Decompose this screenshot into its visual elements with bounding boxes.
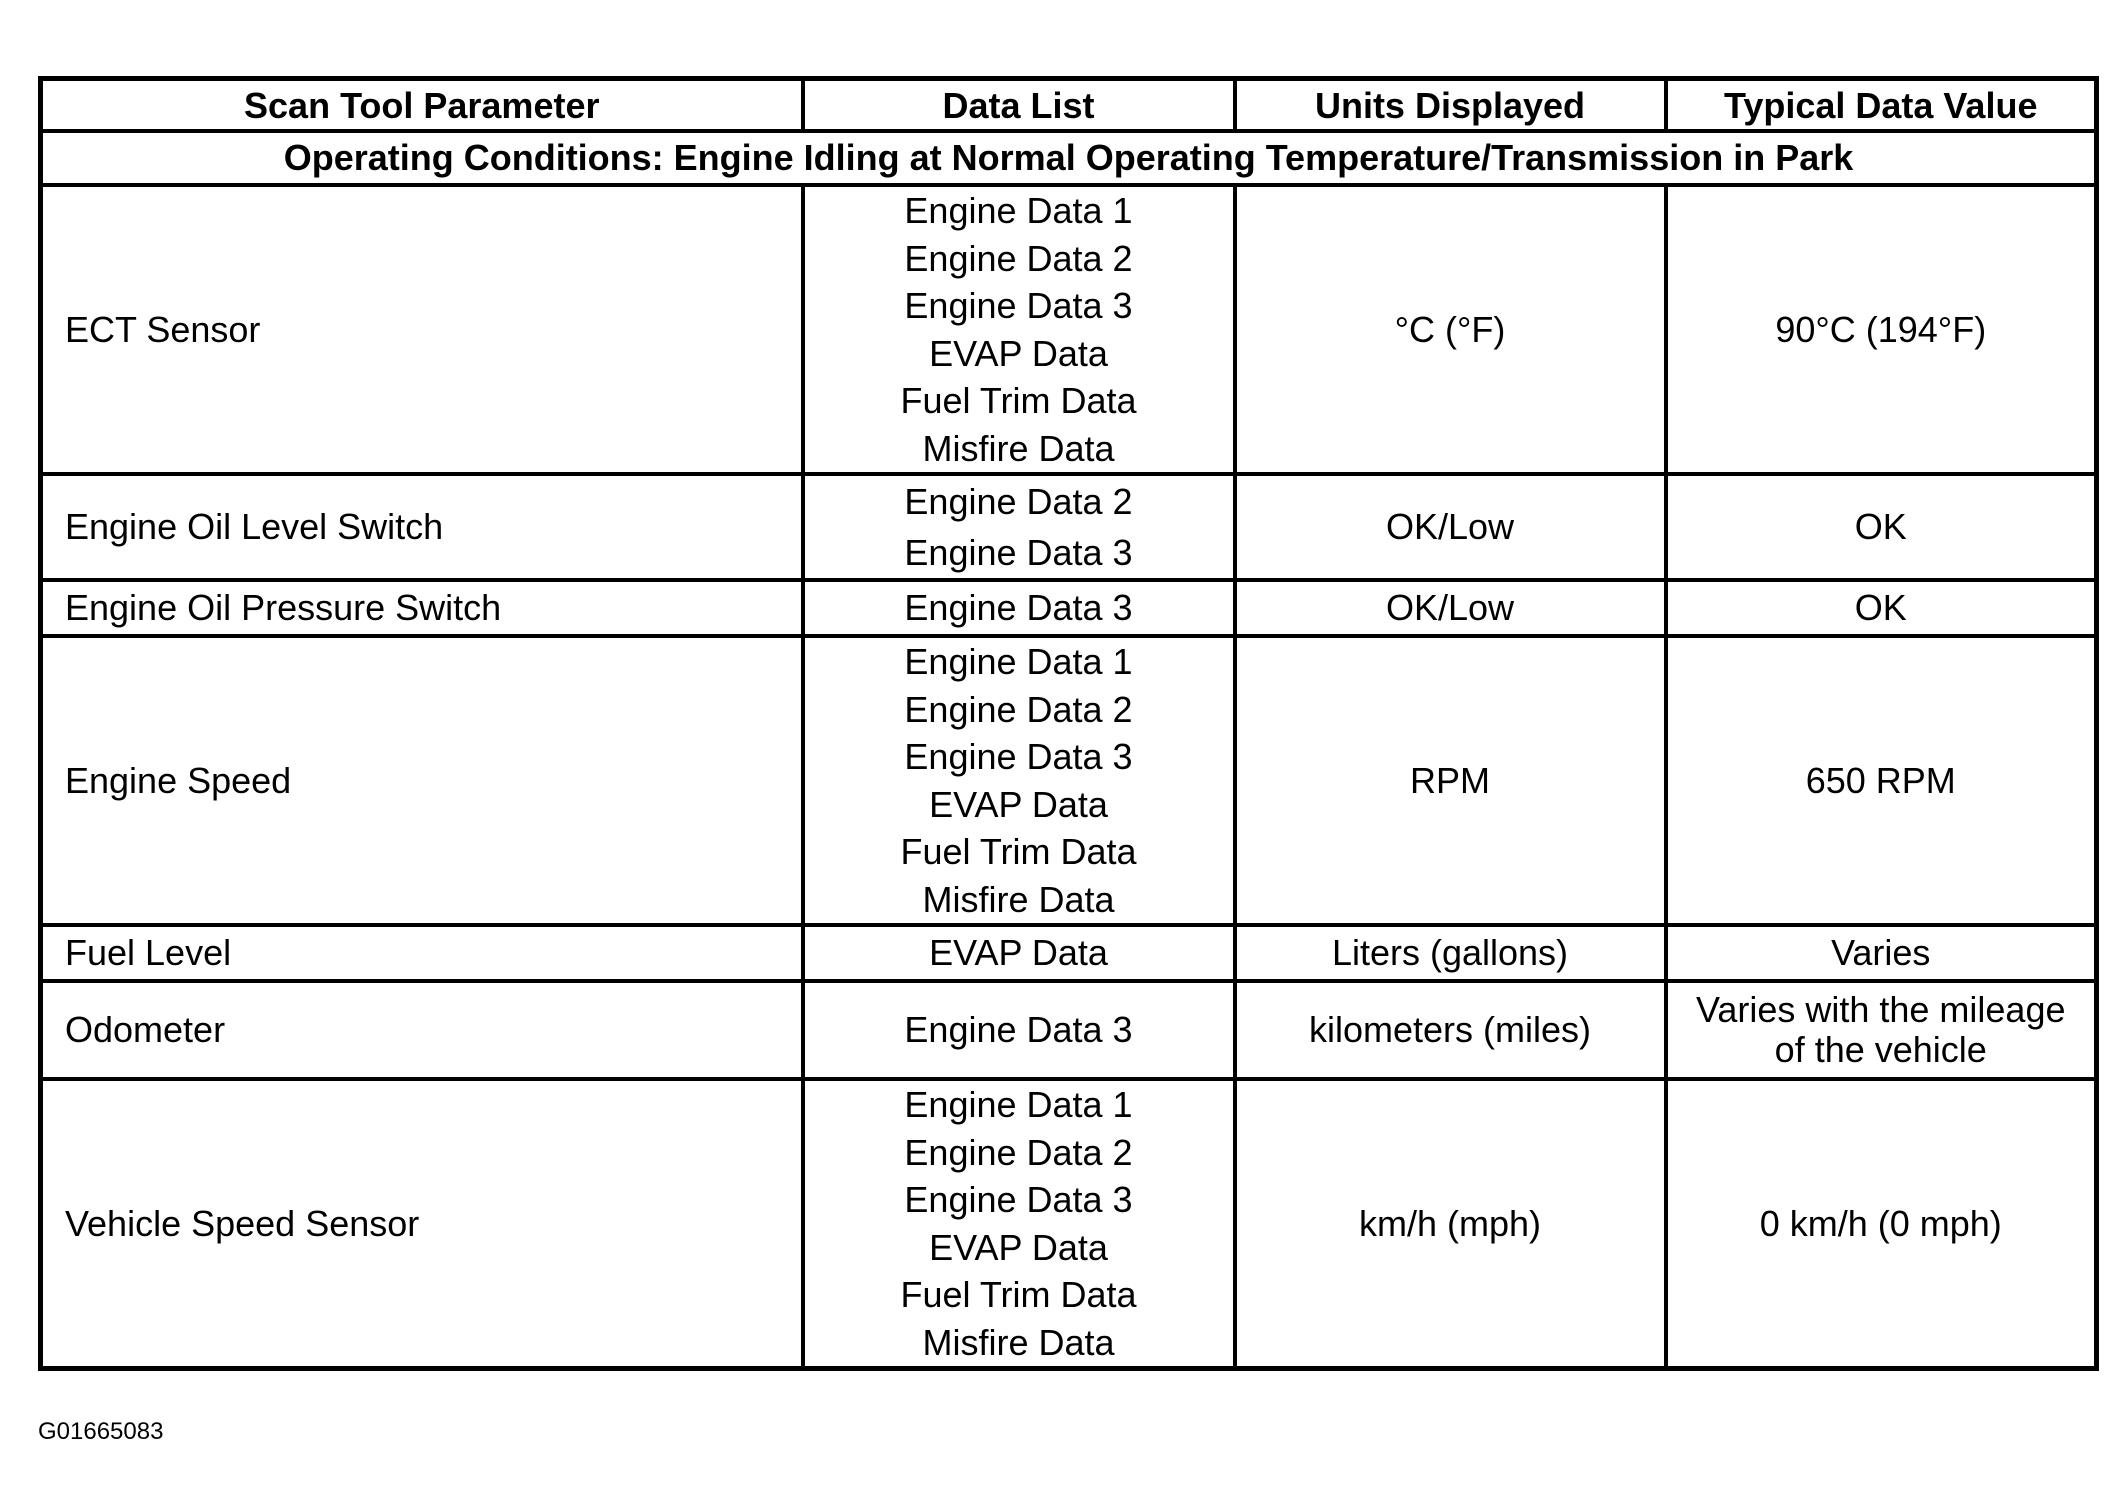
data-list-item: Misfire Data bbox=[922, 427, 1115, 469]
parameter-cell: Vehicle Speed Sensor bbox=[41, 1079, 803, 1369]
data-list-item: Engine Data 2 bbox=[904, 481, 1133, 522]
data-list-item: EVAP Data bbox=[929, 932, 1108, 973]
table-row bbox=[41, 1079, 2097, 1369]
data-list-item: Engine Data 3 bbox=[904, 1179, 1133, 1220]
data-list-item: Fuel Trim Data bbox=[900, 1274, 1137, 1315]
data-list-item: Engine Data 1 bbox=[904, 1084, 1133, 1125]
data-list-cell bbox=[803, 474, 1235, 580]
table-row bbox=[41, 474, 2097, 580]
typical-value-line: Varies with the mileage bbox=[1695, 989, 2066, 1030]
table-row bbox=[41, 185, 2097, 474]
data-list-item: Fuel Trim Data bbox=[900, 380, 1137, 421]
data-list-item: Misfire Data bbox=[922, 1321, 1115, 1363]
typical-value-cell bbox=[1666, 580, 2097, 636]
typical-value-cell bbox=[1666, 981, 2097, 1079]
data-list-cell bbox=[803, 636, 1235, 925]
units-cell: kilometers (miles) bbox=[1235, 981, 1666, 1079]
typical-value-cell bbox=[1666, 1079, 2097, 1369]
data-list-cell bbox=[803, 1079, 1235, 1369]
data-list-item: Engine Data 3 bbox=[904, 285, 1133, 326]
scan-tool-data-table bbox=[38, 76, 2099, 1371]
typical-value-text: OK bbox=[1854, 506, 1907, 547]
data-list-item: EVAP Data bbox=[929, 1226, 1108, 1268]
data-list-item: Engine Data 3 bbox=[904, 587, 1133, 628]
table-row bbox=[41, 925, 2097, 981]
typical-value-text: 650 RPM bbox=[1805, 759, 1956, 801]
operating-conditions-row bbox=[41, 131, 2097, 185]
typical-value-text: 90°C (194°F) bbox=[1775, 308, 1987, 350]
data-list-item: Engine Data 3 bbox=[904, 736, 1133, 777]
data-list-item: Engine Data 1 bbox=[904, 190, 1133, 231]
units-cell: RPM bbox=[1235, 636, 1666, 925]
units-cell: km/h (mph) bbox=[1235, 1079, 1666, 1369]
header-typical-data-value: Typical Data Value bbox=[1666, 79, 2097, 132]
header-data-list: Data List bbox=[803, 79, 1235, 132]
operating-conditions-text: Operating Conditions: Engine Idling at Normal Operating Temperature/Transmission in Park bbox=[41, 131, 2097, 185]
data-list-cell bbox=[803, 925, 1235, 981]
data-list-item: Engine Data 2 bbox=[904, 688, 1133, 730]
data-list-item: Engine Data 3 bbox=[904, 532, 1133, 573]
units-cell: °C (°F) bbox=[1235, 185, 1666, 474]
units-cell: OK/Low bbox=[1235, 474, 1666, 580]
parameter-cell: ECT Sensor bbox=[41, 185, 803, 474]
parameter-cell: Fuel Level bbox=[41, 925, 803, 981]
typical-value-text: 0 km/h (0 mph) bbox=[1759, 1202, 2002, 1244]
data-list-item: Engine Data 2 bbox=[904, 237, 1133, 279]
typical-value-text: OK bbox=[1854, 587, 1907, 628]
units-cell: Liters (gallons) bbox=[1235, 925, 1666, 981]
typical-value-cell bbox=[1666, 185, 2097, 474]
data-list-cell bbox=[803, 580, 1235, 636]
data-list-item: Engine Data 1 bbox=[904, 641, 1133, 682]
table-row bbox=[41, 580, 2097, 636]
typical-value-cell bbox=[1666, 636, 2097, 925]
data-list-cell bbox=[803, 185, 1235, 474]
header-scan-tool-parameter: Scan Tool Parameter bbox=[41, 79, 803, 132]
typical-value-cell bbox=[1666, 925, 2097, 981]
data-list-cell bbox=[803, 981, 1235, 1079]
figure-id-label: G01665083 bbox=[38, 1418, 164, 1445]
data-list-item: EVAP Data bbox=[929, 783, 1108, 825]
header-units-displayed: Units Displayed bbox=[1235, 79, 1666, 132]
data-list-item: Misfire Data bbox=[922, 878, 1115, 920]
parameter-cell: Engine Speed bbox=[41, 636, 803, 925]
typical-value-cell bbox=[1666, 474, 2097, 580]
parameter-cell: Engine Oil Level Switch bbox=[41, 474, 803, 580]
scan-tool-table-container bbox=[38, 76, 2094, 1371]
parameter-cell: Odometer bbox=[41, 981, 803, 1079]
typical-value-line: of the vehicle bbox=[1774, 1029, 1987, 1070]
data-list-item: Engine Data 2 bbox=[904, 1131, 1133, 1173]
data-list-item: Fuel Trim Data bbox=[900, 831, 1137, 872]
table-row bbox=[41, 636, 2097, 925]
data-list-item: EVAP Data bbox=[929, 332, 1108, 374]
data-list-item: Engine Data 3 bbox=[904, 1009, 1133, 1050]
typical-value-text: Varies bbox=[1831, 932, 1931, 973]
header-row bbox=[41, 79, 2097, 132]
parameter-cell: Engine Oil Pressure Switch bbox=[41, 580, 803, 636]
units-cell: OK/Low bbox=[1235, 580, 1666, 636]
table-row bbox=[41, 981, 2097, 1079]
